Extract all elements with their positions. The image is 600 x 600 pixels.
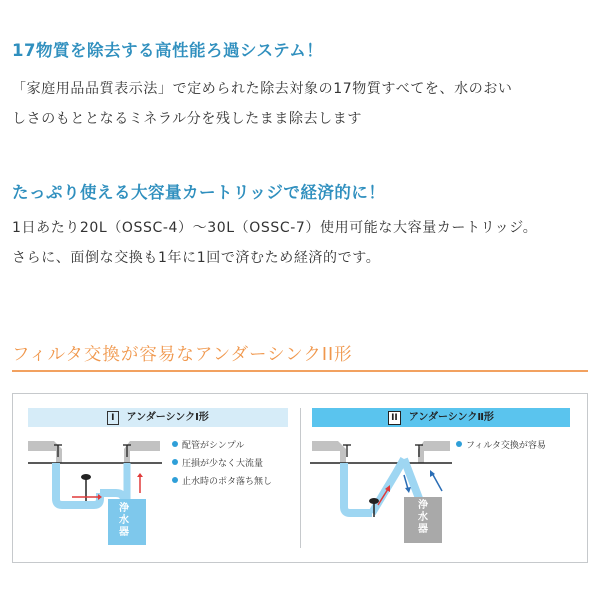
sink-basin-left (28, 441, 62, 463)
diagram1-bullet: 止水時のポタ落ち無し (172, 476, 272, 488)
sink-basin-right (418, 441, 450, 463)
sink-basin-left (312, 441, 346, 463)
section1-line: 「家庭用品品質表示法」で定められた除去対象の17物質すべてを、水のおい (12, 81, 513, 97)
valve-handle (369, 498, 379, 504)
unit-label-char: 浄 (119, 503, 129, 514)
inlet-pipe (344, 463, 372, 513)
diagram2-bullet: フィルタ交換が容易 (456, 440, 546, 452)
unit-label-char: 器 (418, 524, 428, 535)
unit-label-char: 浄 (418, 500, 428, 511)
bullet-dot (172, 441, 178, 447)
diagram2-numeral: II (388, 411, 401, 425)
section2-heading: たっぷり使える大容量カートリッジで経済的に！ (12, 183, 386, 202)
section2-line: さらに、面倒な交換も1年に1回で済むため経済的です。 (12, 250, 381, 266)
diagram1-unit-label (106, 503, 142, 539)
diagram1-numeral: I (107, 411, 118, 425)
diagram2-illustration (300, 393, 590, 563)
section3-divider (12, 370, 588, 372)
diagram1-bullet: 配管がシンプル (172, 440, 244, 452)
section2-line: 1日あたり20L（OSSC-4）〜30L（OSSC-7）使用可能な大容量カートリッジ。 (12, 220, 538, 236)
outlet-pipe (404, 459, 420, 501)
unit-label-char: 器 (119, 527, 129, 538)
inlet-pipe (56, 463, 100, 505)
sink-basin-right (124, 441, 160, 463)
bullet-dot (456, 441, 462, 447)
unit-label-char: 水 (119, 515, 129, 526)
section2-paragraph (12, 213, 537, 273)
diagram2-unit-label (405, 500, 441, 536)
unit-label-char: 水 (418, 512, 428, 523)
valve-handle (81, 474, 91, 480)
section1-heading: 17物質を除去する高性能ろ過システム！ (12, 41, 324, 60)
bullet-dot (172, 477, 178, 483)
flow-arrow-up (432, 473, 442, 491)
section1-line: しさのもととなるミネラル分を残したまま除去します (12, 111, 362, 127)
diagram2-title: アンダーシンクⅡ形 (408, 412, 494, 423)
section1-paragraph (12, 74, 513, 134)
bullet-dot (172, 459, 178, 465)
diagram1-bullet: 圧損が少なく大流量 (172, 458, 263, 470)
section3-title: フィルタ交換が容易なアンダーシンクII形 (12, 345, 353, 365)
diagram1-title: アンダーシンクⅠ形 (126, 412, 209, 423)
